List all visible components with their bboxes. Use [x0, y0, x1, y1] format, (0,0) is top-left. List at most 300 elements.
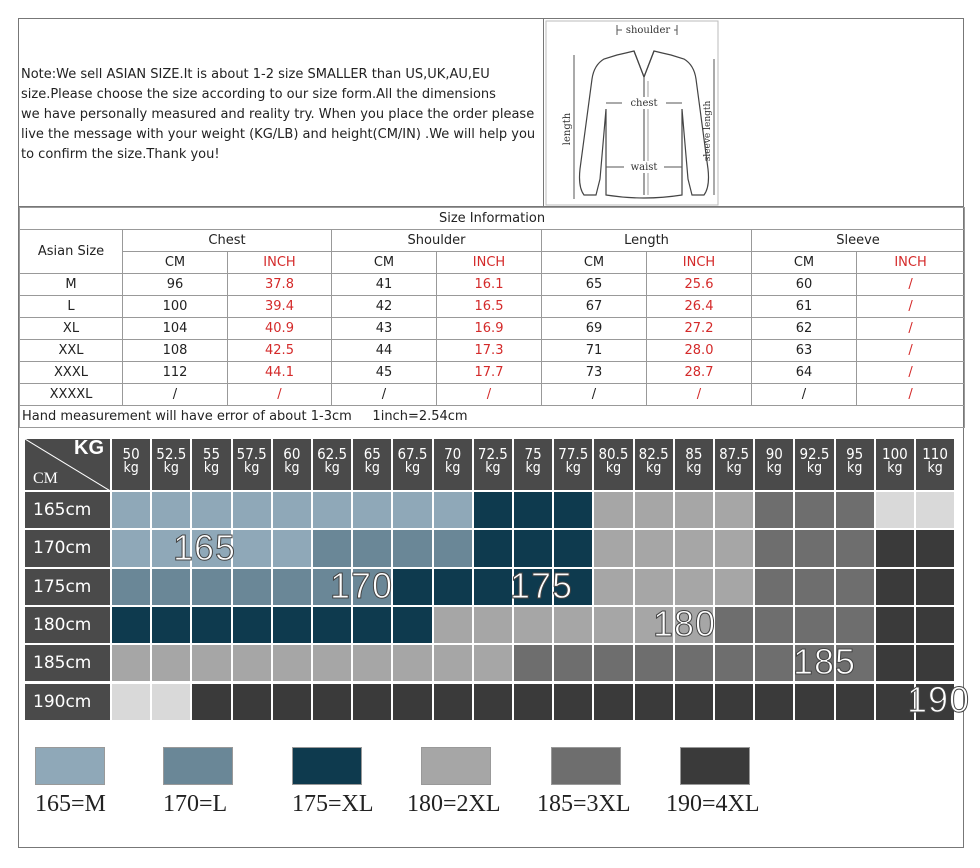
size-zone-label: 190 [907, 679, 971, 720]
height-label: 165cm [25, 492, 112, 530]
grid-cell [715, 684, 755, 722]
grid-cells [25, 437, 971, 722]
cm-value: 61 [752, 296, 857, 318]
grid-cell [353, 530, 393, 568]
size-zone-label: 170 [330, 565, 394, 606]
grid-cell [755, 530, 795, 568]
grid-cell [795, 569, 835, 607]
grid-cell [916, 607, 956, 645]
inch-value: 25.6 [647, 274, 752, 296]
grid-cell [876, 569, 916, 607]
weight-unit: kg [284, 460, 300, 476]
inch-value: 16.9 [437, 318, 542, 340]
grid-corner [25, 439, 112, 492]
weight-value: 80.5 [598, 445, 629, 463]
grid-cell [675, 684, 715, 722]
grid-cell [192, 607, 232, 645]
cm-value: 60 [752, 274, 857, 296]
weight-header [192, 439, 232, 492]
cm-value: 44 [332, 340, 437, 362]
inch-value: 28.7 [647, 362, 752, 384]
inch-value: 28.0 [647, 340, 752, 362]
grid-cell [554, 492, 594, 530]
cm-value: 43 [332, 318, 437, 340]
weight-header [594, 439, 634, 492]
inch-value: / [647, 384, 752, 406]
weight-header [152, 439, 192, 492]
grid-cell [715, 530, 755, 568]
table-row [20, 362, 965, 384]
cm-value: 112 [123, 362, 228, 384]
height-label: 180cm [25, 607, 112, 645]
grid-cell [755, 645, 795, 683]
weight-header [434, 439, 474, 492]
weight-unit: kg [324, 460, 340, 476]
grid-cell [233, 684, 273, 722]
grid-cell [675, 492, 715, 530]
inch-value: 17.3 [437, 340, 542, 362]
height-label: 170cm [25, 530, 112, 568]
cm-value: 96 [123, 274, 228, 296]
unit-row [20, 252, 965, 274]
cm-value: 104 [123, 318, 228, 340]
unit-inch: INCH [857, 252, 965, 274]
size-zone-label: 185 [793, 641, 857, 682]
grid-cell [353, 607, 393, 645]
weight-value: 50 [122, 445, 140, 463]
table-row [20, 296, 965, 318]
weight-header [675, 439, 715, 492]
weight-unit: kg [927, 460, 943, 476]
weight-value: 65 [363, 445, 381, 463]
grid-cell [836, 530, 876, 568]
weight-unit: kg [123, 460, 139, 476]
weight-height-grid [25, 437, 971, 722]
grid-cell [675, 530, 715, 568]
weight-unit: kg [646, 460, 662, 476]
grid-cell [152, 645, 192, 683]
weight-unit: kg [203, 460, 220, 476]
grid-cell [635, 645, 675, 683]
grid-cell [916, 530, 956, 568]
inch-value: 44.1 [228, 362, 332, 384]
size-rows [20, 274, 965, 406]
legend-label: 170=L [163, 791, 228, 817]
grid-cell [434, 569, 474, 607]
cm-value: 42 [332, 296, 437, 318]
size-note [21, 65, 541, 165]
sleeve-length-label: sleeve length [703, 100, 713, 162]
size-zone-label: 180 [653, 603, 717, 644]
grid-cell [635, 492, 675, 530]
grid-cell [514, 607, 554, 645]
weight-value: 85 [685, 445, 703, 463]
size-zone-label: 175 [510, 565, 574, 606]
weight-header [755, 439, 795, 492]
weight-value: 52.5 [156, 445, 187, 463]
grid-cell [755, 684, 795, 722]
grid-cell [273, 569, 313, 607]
cm-value: 64 [752, 362, 857, 384]
grid-cell [273, 684, 313, 722]
cm-value: / [752, 384, 857, 406]
weight-unit: kg [565, 460, 581, 476]
grid-cell [393, 569, 433, 607]
grid-cell [514, 530, 554, 568]
grid-cell [474, 684, 514, 722]
grid-cell [675, 645, 715, 683]
shoulder-label: shoulder [625, 25, 671, 36]
grid-cell [353, 684, 393, 722]
grid-cell [554, 607, 594, 645]
grid-cell [795, 530, 835, 568]
inch-value: 27.2 [647, 318, 752, 340]
grid-cell [715, 645, 755, 683]
grid-cell [434, 645, 474, 683]
weight-unit: kg [445, 460, 461, 476]
grid-cell [594, 569, 634, 607]
grid-cell [112, 569, 152, 607]
weight-unit: kg [605, 460, 622, 476]
size-label: L [20, 296, 123, 318]
grid-cell [836, 684, 876, 722]
height-label: 185cm [25, 645, 112, 683]
grid-cell [393, 530, 433, 568]
chest-label: chest [630, 98, 658, 109]
size-chart-frame [18, 18, 971, 848]
grid-cell [916, 645, 956, 683]
grid-cell [594, 530, 634, 568]
weight-unit: kg [806, 460, 823, 476]
unit-cm: CM [542, 252, 647, 274]
grid-cell [554, 530, 594, 568]
inch-value: 39.4 [228, 296, 332, 318]
table-row [20, 274, 965, 296]
weight-value: 100 [882, 445, 908, 463]
weight-unit: kg [766, 460, 782, 476]
grid-cell [916, 569, 956, 607]
unit-inch: INCH [437, 252, 542, 274]
grid-cell [594, 607, 634, 645]
grid-cell [233, 607, 273, 645]
grid-cell [755, 569, 795, 607]
weight-header [876, 439, 916, 492]
grid-cell [795, 607, 835, 645]
grid-cell [876, 492, 916, 530]
cm-value: / [123, 384, 228, 406]
grid-cell [635, 530, 675, 568]
legend-swatch [421, 747, 491, 785]
legend-label: 190=4XL [666, 791, 760, 817]
grid-cell [514, 684, 554, 722]
weight-value: 55 [202, 445, 221, 463]
legend-swatch [551, 747, 621, 785]
legend-label: 185=3XL [537, 791, 631, 817]
grid-cell [514, 645, 554, 683]
inch-value: 26.4 [647, 296, 752, 318]
note-line: to confirm the size.Thank you! [21, 147, 220, 162]
cm-value: 67 [542, 296, 647, 318]
cm-value: 108 [123, 340, 228, 362]
grid-cell [715, 569, 755, 607]
grid-cell [112, 645, 152, 683]
grid-cell [313, 684, 353, 722]
weight-header [635, 439, 675, 492]
grid-cell [112, 492, 152, 530]
shirt-diagram-cell [544, 19, 964, 207]
height-label: 190cm [25, 684, 112, 722]
inch-value: / [857, 318, 965, 340]
grid-cell [474, 530, 514, 568]
grid-cell [393, 607, 433, 645]
grid-cell [836, 607, 876, 645]
inch-value: 16.5 [437, 296, 542, 318]
grid-cell [434, 684, 474, 722]
weight-value: 72.5 [477, 445, 508, 463]
cm-value: 62 [752, 318, 857, 340]
cm-axis-label: CM [33, 470, 58, 487]
asian-size-header: Asian Size [20, 230, 123, 274]
weight-value: 82.5 [638, 445, 669, 463]
size-legend [35, 747, 965, 827]
inch-value: 42.5 [228, 340, 332, 362]
inch-value: / [857, 340, 965, 362]
grid-cell [836, 569, 876, 607]
table-row [20, 340, 965, 362]
unit-cm: CM [123, 252, 228, 274]
weight-value: 57.5 [236, 445, 267, 463]
size-label: XXXL [20, 362, 123, 384]
grid-cell [273, 645, 313, 683]
grid-cell [233, 492, 273, 530]
table-row [20, 318, 965, 340]
length-header: Length [542, 230, 752, 252]
weight-header [313, 439, 353, 492]
grid-cell [192, 645, 232, 683]
cm-value: 45 [332, 362, 437, 384]
grid-cell [393, 684, 433, 722]
inch-value: / [857, 274, 965, 296]
weight-header [836, 439, 876, 492]
grid-cell [393, 492, 433, 530]
weight-value: 75 [524, 445, 542, 463]
grid-cell [273, 492, 313, 530]
legend-item [666, 747, 760, 818]
chest-header: Chest [123, 230, 332, 252]
grid-cell [594, 645, 634, 683]
grid-cell [876, 530, 916, 568]
legend-item [292, 747, 374, 818]
shoulder-header: Shoulder [332, 230, 542, 252]
grid-cell [755, 492, 795, 530]
weight-unit: kg [485, 460, 501, 476]
legend-label: 180=2XL [407, 791, 501, 817]
weight-unit: kg [244, 460, 260, 476]
grid-cell [715, 492, 755, 530]
note-line: we have personally measured and reality try. When you place the order please [21, 107, 535, 122]
grid-cell [112, 607, 152, 645]
legend-item [35, 747, 106, 818]
cm-value: 69 [542, 318, 647, 340]
weight-value: 87.5 [719, 445, 750, 463]
size-zone-label: 165 [173, 527, 237, 568]
grid-cell [795, 492, 835, 530]
grid-cell [434, 530, 474, 568]
legend-swatch [163, 747, 233, 785]
grid-cell [474, 569, 514, 607]
cm-value: 65 [542, 274, 647, 296]
size-information-table [19, 207, 965, 428]
legend-item [163, 747, 233, 818]
weight-unit: kg [404, 460, 421, 476]
legend-swatch [292, 747, 362, 785]
grid-cell [393, 645, 433, 683]
grid-cell [273, 530, 313, 568]
grid-cell [715, 607, 755, 645]
legend-item [407, 747, 501, 818]
cm-value: 71 [542, 340, 647, 362]
note-line: Note:We sell ASIAN SIZE.It is about 1-2 size SMALLER than US,UK,AU,EU [21, 67, 490, 82]
waist-label: waist [630, 162, 658, 173]
grid-cell [192, 684, 232, 722]
grid-cell [635, 569, 675, 607]
weight-header [916, 439, 956, 492]
grid-cell [675, 569, 715, 607]
grid-cell [313, 607, 353, 645]
weight-unit: kg [686, 460, 702, 476]
grid-cell [434, 607, 474, 645]
cm-value: / [332, 384, 437, 406]
shirt-diagram [544, 19, 964, 207]
grid-cell [594, 492, 634, 530]
weight-value: 60 [283, 445, 301, 463]
weight-header [795, 439, 835, 492]
grid-cell [313, 530, 353, 568]
weight-unit: kg [726, 460, 742, 476]
grid-cell [434, 492, 474, 530]
weight-header [554, 439, 594, 492]
grid-cell [554, 684, 594, 722]
cm-value: 73 [542, 362, 647, 384]
legend-label: 175=XL [292, 791, 374, 817]
cm-value: 63 [752, 340, 857, 362]
inch-value: / [228, 384, 332, 406]
grid-cell [273, 607, 313, 645]
weight-unit: kg [364, 460, 380, 476]
inch-value: / [857, 362, 965, 384]
grid-cell [353, 645, 393, 683]
inch-value: 17.7 [437, 362, 542, 384]
legend-swatch [680, 747, 750, 785]
size-label: M [20, 274, 123, 296]
grid-cell [876, 607, 916, 645]
note-line: size.Please choose the size according to our size form.All the dimensions [21, 87, 496, 102]
inch-value: / [857, 384, 965, 406]
legend-item [537, 747, 631, 818]
grid-cell [554, 645, 594, 683]
grid-cell [152, 684, 192, 722]
grid-cell [514, 492, 554, 530]
weight-value: 92.5 [799, 445, 830, 463]
note-cell [19, 19, 544, 207]
legend-swatch [35, 747, 105, 785]
sleeve-header: Sleeve [752, 230, 965, 252]
grid-cell [192, 492, 232, 530]
weight-header [353, 439, 393, 492]
inch-value: 16.1 [437, 274, 542, 296]
grid-cell [313, 645, 353, 683]
grid-cell [152, 607, 192, 645]
grid-cell [112, 684, 152, 722]
length-label: length [562, 112, 573, 146]
weight-unit: kg [887, 460, 903, 476]
cm-value: 41 [332, 274, 437, 296]
weight-header [474, 439, 514, 492]
cm-value: / [542, 384, 647, 406]
weight-unit: kg [847, 460, 863, 476]
grid-cell [112, 530, 152, 568]
weight-unit: kg [525, 460, 541, 476]
grid-cell [313, 492, 353, 530]
inch-value: / [857, 296, 965, 318]
note-line: live the message with your weight (KG/LB) and height(CM/IN) .We will help you [21, 127, 536, 142]
weight-header [393, 439, 433, 492]
cm-value: 100 [123, 296, 228, 318]
weight-value: 70 [444, 445, 462, 463]
weight-value: 77.5 [558, 445, 589, 463]
weight-header [233, 439, 273, 492]
kg-axis-label: KG [74, 437, 104, 459]
weight-value: 62.5 [317, 445, 348, 463]
grid-cell [152, 569, 192, 607]
grid-cell [876, 645, 916, 683]
grid-cell [755, 607, 795, 645]
grid-cell [233, 569, 273, 607]
table-row [20, 384, 965, 406]
weight-value: 67.5 [397, 445, 428, 463]
weight-value: 90 [765, 445, 783, 463]
height-label: 175cm [25, 569, 112, 607]
unit-cm: CM [332, 252, 437, 274]
grid-cell [474, 607, 514, 645]
unit-cm: CM [752, 252, 857, 274]
measurement-footnote: Hand measurement will have error of about 1-3cm 1inch=2.54cm [20, 406, 965, 428]
inch-value: 37.8 [228, 274, 332, 296]
grid-cell [233, 645, 273, 683]
grid-cell [836, 492, 876, 530]
grid-cell [152, 492, 192, 530]
legend-label: 165=M [35, 791, 106, 817]
unit-inch: INCH [228, 252, 332, 274]
grid-cell [474, 645, 514, 683]
size-label: XL [20, 318, 123, 340]
weight-value: 95 [846, 445, 864, 463]
table-title: Size Information [20, 208, 965, 230]
grid-cell [233, 530, 273, 568]
inch-value: / [437, 384, 542, 406]
grid-cell [635, 684, 675, 722]
grid-cell [474, 492, 514, 530]
grid-cell [192, 569, 232, 607]
weight-unit: kg [163, 460, 179, 476]
inch-value: 40.9 [228, 318, 332, 340]
weight-header [112, 439, 152, 492]
size-label: XXL [20, 340, 123, 362]
grid-cell [795, 684, 835, 722]
size-label: XXXXL [20, 384, 123, 406]
grid-cell [916, 492, 956, 530]
grid-cell [594, 684, 634, 722]
